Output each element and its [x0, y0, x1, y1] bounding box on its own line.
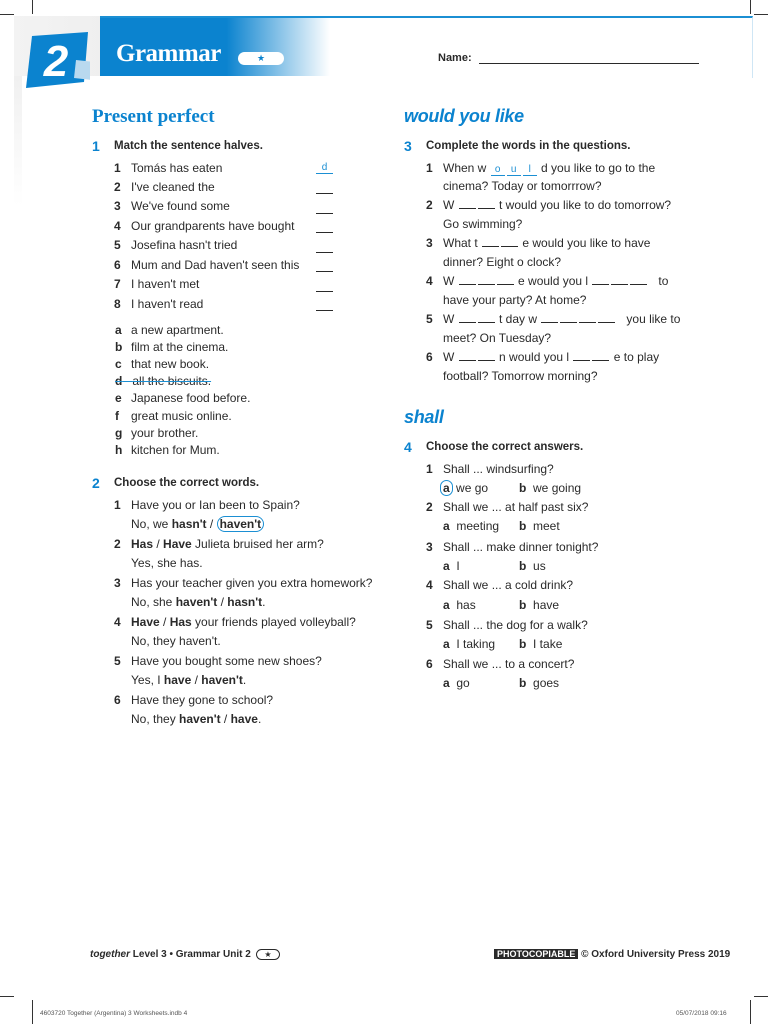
item-number: 2 [426, 198, 433, 212]
question-line: dinner? Eight o clock? [443, 255, 562, 269]
item-number: 1 [114, 498, 121, 512]
exercise-1-instruction: Match the sentence halves. [114, 140, 263, 152]
letter-blank[interactable] [579, 322, 596, 323]
section-would-you-like: would you like [404, 106, 524, 126]
ending-text: great music online. [131, 409, 232, 423]
photocopiable-label: PHOTOCOPIABLE [494, 949, 578, 959]
item-number: 3 [114, 199, 121, 213]
item-number: 4 [114, 219, 121, 233]
ending-letter: c [115, 357, 122, 371]
letter-blank[interactable] [611, 284, 628, 285]
letter-blank[interactable] [478, 322, 495, 323]
ending-text: film at the cinema. [131, 340, 229, 354]
question-line: When w o u l d you like to go to the [443, 161, 656, 175]
header-shadow-strip [14, 76, 22, 206]
ending-text: that new book. [131, 357, 210, 371]
letter-blank[interactable] [560, 322, 577, 323]
footer-star-badge: ★ [256, 949, 279, 960]
item-number: 4 [114, 615, 121, 629]
match-item: Tomás has eaten [131, 161, 223, 175]
ending-letter: b [115, 340, 123, 354]
option-a[interactable]: a we go [440, 481, 488, 496]
question: Have you bought some new shoes? [131, 654, 322, 668]
ending-text: kitchen for Mum. [131, 443, 220, 457]
question: Have you or Ian been to Spain? [131, 498, 300, 512]
item-number: 4 [426, 578, 433, 592]
footer-copyright: PHOTOCOPIABLE © Oxford University Press 2019 [494, 949, 730, 960]
letter-blank[interactable] [598, 322, 615, 323]
page-title: Grammar [116, 40, 221, 67]
exercise-3-number: 3 [404, 138, 412, 154]
item-number: 1 [114, 161, 121, 175]
option[interactable]: Has [131, 537, 154, 551]
question: Shall we ... to a concert? [443, 657, 575, 671]
question-line: W t day w you like to [443, 312, 681, 326]
option[interactable]: haven't [179, 712, 221, 726]
ending-text: Japanese food before. [131, 391, 251, 405]
item-number: 2 [114, 180, 121, 194]
item-number: 3 [114, 576, 121, 590]
letter-blank[interactable] [478, 360, 495, 361]
match-item: Josefina hasn't tried [131, 238, 238, 252]
ending-text: a new apartment. [131, 323, 224, 337]
file-info: 4603720 Together (Argentina) 3 Worksheets.indb 4 [40, 1010, 188, 1017]
footer-book-info: together Level 3 • Grammar Unit 2 ★ [90, 949, 280, 960]
answer-line: Yes, I have / haven't. [131, 673, 247, 687]
match-item: I haven't read [131, 297, 204, 311]
print-date: 05/07/2018 09:16 [676, 1010, 727, 1017]
answer-line: No, they haven't / have. [131, 712, 262, 726]
ending-letter: f [115, 409, 119, 423]
option-b[interactable]: b we going [519, 481, 582, 495]
question: Shall ... the dog for a walk? [443, 618, 588, 632]
item-number: 3 [426, 236, 433, 250]
letter-blank[interactable] [630, 284, 647, 285]
ending-text: your brother. [131, 426, 199, 440]
item-number: 6 [426, 657, 433, 671]
item-number: 4 [426, 274, 433, 288]
crop-mark [754, 996, 768, 997]
option[interactable]: have [163, 673, 192, 687]
exercise-2-number: 2 [92, 475, 100, 491]
exercise-1-number: 1 [92, 138, 100, 154]
item-number: 5 [114, 654, 121, 668]
option-a[interactable]: a I taking [443, 637, 496, 651]
match-item: Mum and Dad haven't seen this [131, 258, 300, 272]
answer-line: No, we hasn't / haven't [131, 517, 264, 532]
option[interactable]: haven't [175, 595, 218, 609]
ending-letter: g [115, 426, 123, 440]
crop-mark [0, 14, 14, 15]
option[interactable]: have [230, 712, 258, 726]
answer-line: No, she haven't / hasn't. [131, 595, 266, 609]
item-number: 2 [426, 500, 433, 514]
question-line: have your party? At home? [443, 293, 587, 307]
ending-letter: d [115, 374, 123, 388]
match-answer-field[interactable] [316, 310, 333, 311]
item-number: 7 [114, 277, 121, 291]
question: Shall ... make dinner tonight? [443, 540, 599, 554]
option-b[interactable]: b goes [519, 676, 560, 690]
exercise-4-instruction: Choose the correct answers. [426, 441, 584, 453]
unit-number: 2 [43, 37, 69, 86]
letter-answer[interactable]: o [491, 164, 505, 176]
letter-blank[interactable] [478, 284, 495, 285]
match-item: Our grandparents have bought [131, 219, 295, 233]
letter-blank[interactable] [459, 208, 476, 209]
section-present-perfect: Present perfect [92, 106, 215, 127]
letter-answer[interactable]: u [507, 164, 521, 176]
option[interactable]: hasn't [171, 517, 207, 531]
option-b[interactable]: b us [519, 559, 546, 573]
option-b[interactable]: b I take [519, 637, 563, 651]
section-shall: shall [404, 407, 444, 427]
question-line: football? Tomorrow morning? [443, 369, 598, 383]
item-number: 5 [426, 618, 433, 632]
ending-letter: a [115, 323, 122, 337]
option-a[interactable]: a go [443, 676, 470, 690]
crop-mark [750, 1000, 751, 1024]
crop-mark [32, 0, 33, 14]
option-a[interactable]: a has [443, 598, 476, 612]
match-answer-field[interactable] [316, 193, 333, 194]
option-b[interactable]: b meet [519, 519, 560, 533]
item-number: 6 [426, 350, 433, 364]
crop-mark [750, 0, 751, 14]
letter-blank[interactable] [459, 360, 476, 361]
item-number: 8 [114, 297, 121, 311]
item-number: 2 [114, 537, 121, 551]
item-number: 6 [114, 693, 121, 707]
item-number: 1 [426, 462, 433, 476]
letter-blank[interactable] [497, 284, 514, 285]
option[interactable]: Have [131, 615, 160, 629]
ending-text: all the biscuits. [132, 374, 212, 388]
match-item: We've found some [131, 199, 230, 213]
question: Shall we ... at half past six? [443, 500, 589, 514]
question: Have / Has your friends played volleyball? [131, 615, 356, 629]
question-line: W n would you l e to play [443, 350, 660, 364]
ending-used [115, 374, 211, 389]
match-answer-field[interactable] [316, 252, 333, 253]
question: Has your teacher given you extra homework? [131, 576, 373, 590]
option-b[interactable]: b have [519, 598, 560, 612]
match-item: I haven't met [131, 277, 200, 291]
match-answer-field[interactable] [316, 213, 333, 214]
ending-letter: h [115, 443, 123, 457]
question-line: cinema? Today or tomorrrow? [443, 179, 602, 193]
letter-blank[interactable] [592, 284, 609, 285]
letter-answer[interactable]: l [523, 164, 537, 176]
item-number: 3 [426, 540, 433, 554]
question-line: W t would you like to do tomorrow? [443, 198, 672, 212]
option-a[interactable]: a meeting [443, 519, 500, 533]
question: Shall ... windsurfing? [443, 462, 554, 476]
question: Have they gone to school? [131, 693, 274, 707]
option[interactable]: Have [163, 537, 192, 551]
crop-mark [32, 1000, 33, 1024]
letter-blank[interactable] [592, 360, 609, 361]
option[interactable]: hasn't [227, 595, 263, 609]
item-number: 5 [114, 238, 121, 252]
exercise-4-number: 4 [404, 439, 412, 455]
letter-blank[interactable] [478, 208, 495, 209]
name-label: Name: [438, 52, 472, 64]
letter-blank[interactable] [459, 322, 476, 323]
question: Shall we ... a cold drink? [443, 578, 574, 592]
match-answer-field[interactable] [316, 271, 333, 272]
exercise-2-instruction: Choose the correct words. [114, 477, 260, 489]
option[interactable]: haven't [201, 673, 243, 687]
unit-number-badge [18, 30, 90, 90]
question-line: meet? On Tuesday? [443, 331, 552, 345]
match-item: I've cleaned the [131, 180, 215, 194]
question-line: Go swimming? [443, 217, 523, 231]
exercise-3-instruction: Complete the words in the questions. [426, 140, 631, 152]
letter-blank[interactable] [482, 246, 499, 247]
match-answer-field[interactable] [316, 291, 333, 292]
answer-line: Yes, she has. [131, 556, 203, 570]
question-line: What t e would you like to have [443, 236, 651, 250]
letter-blank[interactable] [541, 322, 558, 323]
question-line: W e would you l to [443, 274, 669, 288]
match-answer-field[interactable] [316, 232, 333, 233]
item-number: 1 [426, 161, 433, 175]
option-a[interactable]: a I [443, 559, 460, 573]
crop-mark [0, 996, 14, 997]
level-star-badge: ★ [238, 52, 284, 65]
option[interactable]: Has [169, 615, 192, 629]
match-answer-field[interactable]: d [316, 162, 333, 174]
item-number: 6 [114, 258, 121, 272]
item-number: 5 [426, 312, 433, 326]
crop-mark [754, 14, 768, 15]
option-circled[interactable]: haven't [217, 516, 265, 532]
letter-blank[interactable] [573, 360, 590, 361]
ending-letter: e [115, 391, 122, 405]
name-field[interactable] [479, 63, 699, 64]
letter-blank[interactable] [459, 284, 476, 285]
answer-line: No, they haven't. [131, 634, 221, 648]
letter-blank[interactable] [501, 246, 518, 247]
question: Has / Have Julieta bruised her arm? [131, 537, 324, 551]
